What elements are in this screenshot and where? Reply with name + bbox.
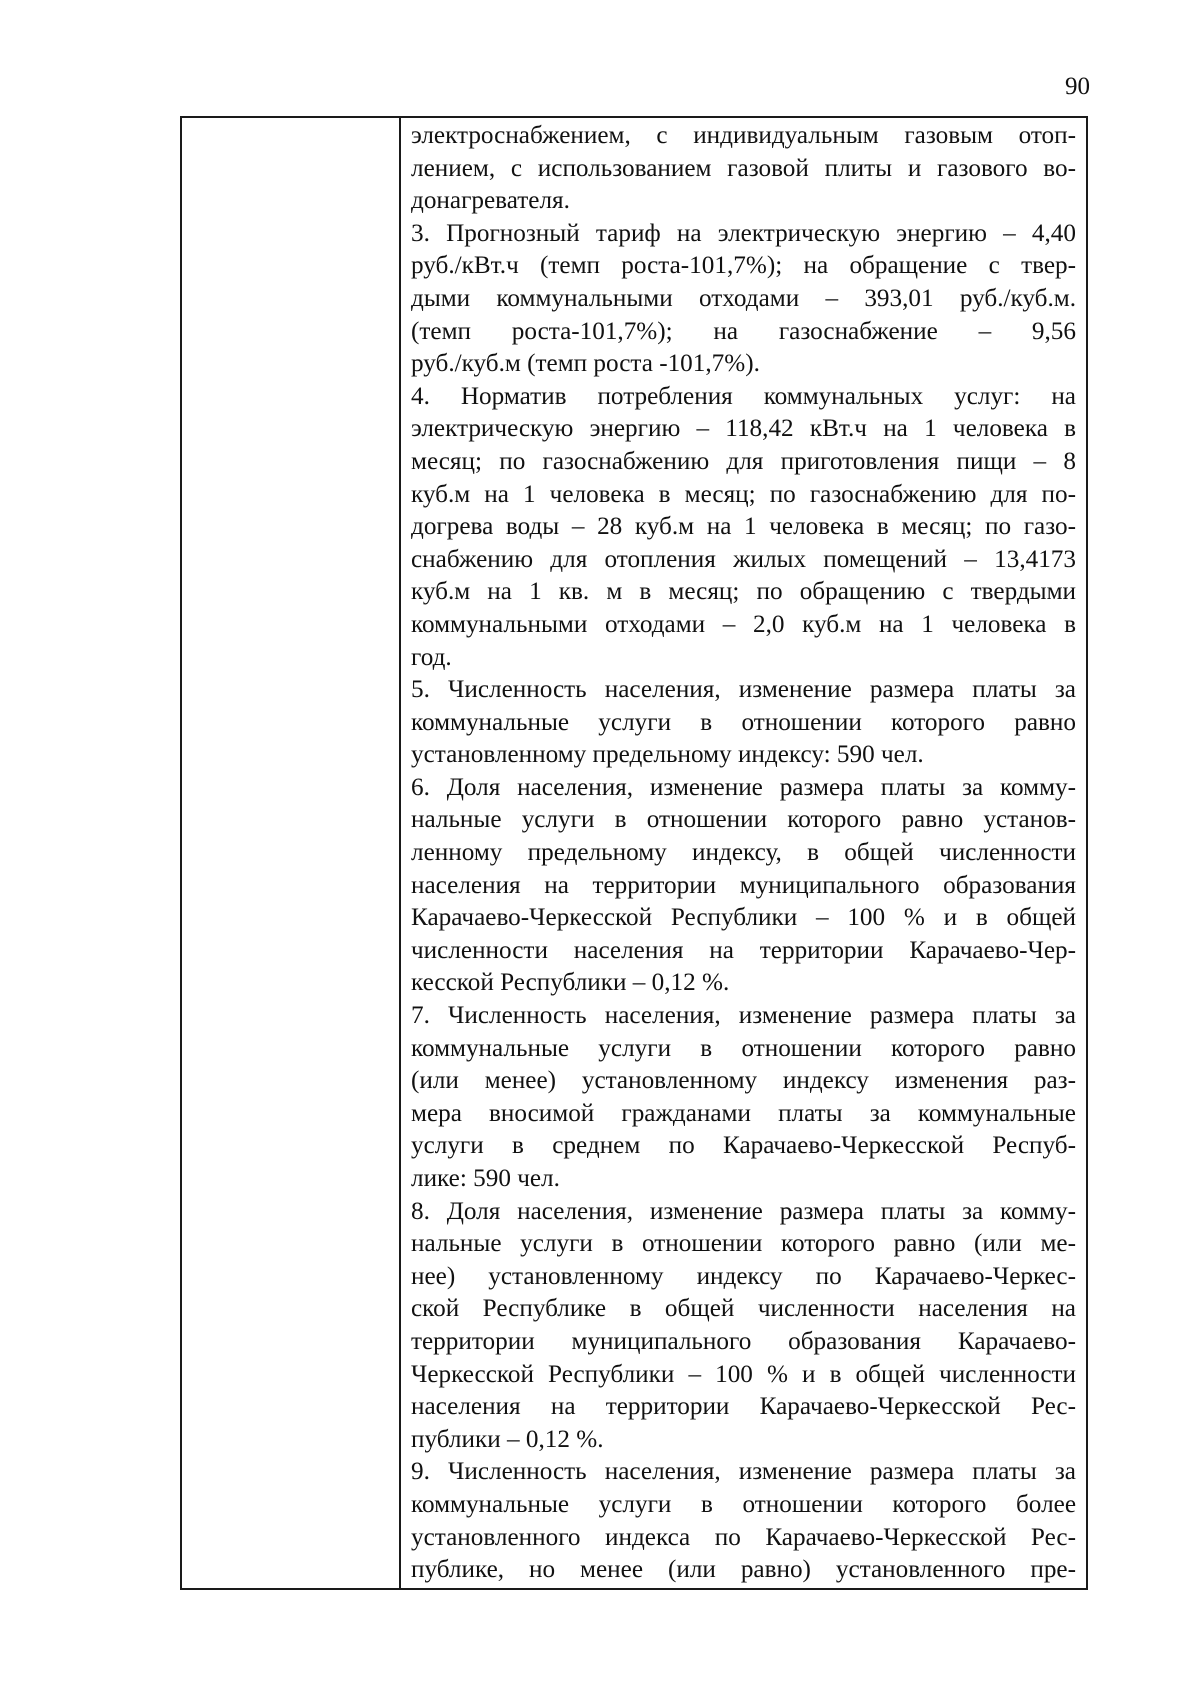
- text-line: кесской Республики – 0,12 %.: [411, 969, 730, 997]
- text-line: 8. Доля населения, изменение размера платы за комму-: [411, 1197, 1076, 1225]
- text-line: публике, но менее (или равно) установленного пре-: [411, 1556, 1076, 1584]
- text-line: услуги в среднем по Карачаево-Черкесской Респуб-: [411, 1132, 1076, 1160]
- table-right-column: [401, 118, 1086, 1588]
- text-line: 4. Норматив потребления коммунальных услуг: на: [411, 382, 1076, 410]
- text-line: публики – 0,12 %.: [411, 1425, 604, 1453]
- text-line: ленному предельному индексу, в общей численности: [411, 839, 1076, 867]
- text-line: коммунальные услуги в отношении которого более: [411, 1490, 1076, 1518]
- text-line: руб./кВт.ч (темп роста-101,7%); на обращение с твер-: [411, 252, 1076, 280]
- text-line: ской Республике в общей численности населения на: [411, 1295, 1076, 1323]
- text-line: нальные услуги в отношении которого равно (или ме-: [411, 1230, 1076, 1258]
- text-line: год.: [411, 643, 452, 671]
- text-line: коммунальные услуги в отношении которого равно: [411, 1034, 1076, 1062]
- text-line: 9. Численность населения, изменение размера платы за: [411, 1458, 1076, 1486]
- text-line: территории муниципального образования Карачаево-: [411, 1327, 1076, 1355]
- text-line: населения на территории Карачаево-Черкесской Рес-: [411, 1393, 1076, 1421]
- text-line: снабжению для отопления жилых помещений – 13,4173: [411, 545, 1076, 573]
- text-line: куб.м на 1 кв. м в месяц; по обращению с твердыми: [411, 578, 1076, 606]
- text-line: руб./куб.м (темп роста -101,7%).: [411, 350, 760, 378]
- text-line: догрева воды – 28 куб.м на 1 человека в месяц; по газо-: [411, 513, 1076, 541]
- text-line: численности населения на территории Карачаево-Чер-: [411, 936, 1076, 964]
- text-line: Черкесской Республики – 100 % и в общей численности: [411, 1360, 1076, 1388]
- text-line: 5. Численность населения, изменение размера платы за: [411, 676, 1076, 704]
- text-line: донагревателя.: [411, 187, 570, 215]
- table-left-column: [182, 118, 401, 1588]
- document-table: [180, 116, 1088, 1590]
- page-number: 90: [1065, 73, 1090, 100]
- text-line: электроснабжением, с индивидуальным газовым отоп-: [411, 122, 1076, 149]
- text-line: 6. Доля населения, изменение размера платы за комму-: [411, 773, 1076, 801]
- text-line: (темп роста-101,7%); на газоснабжение – 9,56: [411, 317, 1076, 345]
- text-line: (или менее) установленному индексу изменения раз-: [411, 1067, 1076, 1095]
- text-line: лением, с использованием газовой плиты и газового во-: [411, 154, 1076, 182]
- text-line: куб.м на 1 человека в месяц; по газоснабжению для по-: [411, 480, 1076, 508]
- text-line: нее) установленному индексу по Карачаево-Черкес-: [411, 1262, 1076, 1290]
- text-line: мера вносимой гражданами платы за коммунальные: [411, 1099, 1076, 1127]
- text-line: месяц; по газоснабжению для приготовления пищи – 8: [411, 447, 1076, 475]
- text-line: 3. Прогнозный тариф на электрическую энергию – 4,40: [411, 219, 1076, 247]
- text-line: лике: 590 чел.: [411, 1165, 560, 1192]
- text-line: электрическую энергию – 118,42 кВт.ч на 1 человека в: [411, 415, 1076, 443]
- text-line: коммунальные услуги в отношении которого равно: [411, 708, 1076, 736]
- text-line: установленному предельному индексу: 590 чел.: [411, 741, 924, 769]
- text-line: Карачаево-Черкесской Республики – 100 % и в общей: [411, 904, 1076, 932]
- text-line: коммунальными отходами – 2,0 куб.м на 1 человека в: [411, 610, 1076, 638]
- text-line: установленного индекса по Карачаево-Черкесской Рес-: [411, 1523, 1076, 1551]
- text-line: нальные услуги в отношении которого равно установ-: [411, 806, 1076, 834]
- text-line: дыми коммунальными отходами – 393,01 руб./куб.м.: [411, 284, 1076, 312]
- text-line: 7. Численность населения, изменение размера платы за: [411, 1002, 1076, 1030]
- text-line: населения на территории муниципального образования: [411, 871, 1076, 899]
